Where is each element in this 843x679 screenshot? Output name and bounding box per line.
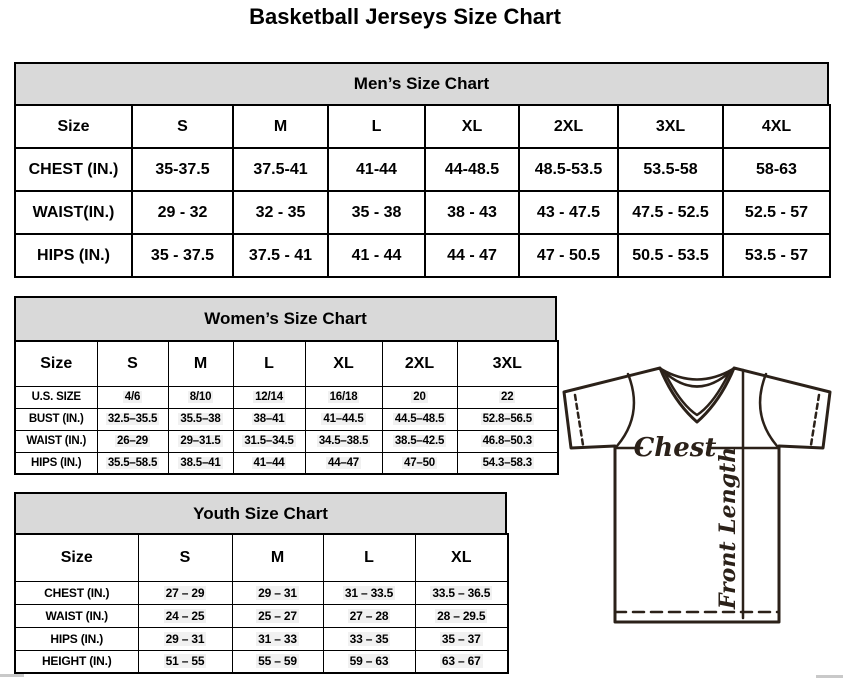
table-cell [305,408,382,430]
table-cell [97,452,168,474]
cell-value: 31.5–34.5 [244,435,294,447]
table-cell [382,430,457,452]
cell-value: 59 – 63 [349,654,389,669]
cell-value: 31 – 33.5 [344,585,394,600]
table-row [15,234,830,277]
table-row [15,650,508,673]
table-cell [232,581,323,604]
cell-value: 29 - 32 [157,203,208,221]
table-cell [232,650,323,673]
column-header: Size [15,105,132,148]
cell-value: 37.5-41 [253,160,308,178]
row-label: HIPS (IN.) [15,627,138,650]
cell-value: 35 – 37 [441,631,481,646]
cell-value: 41–44 [253,456,285,469]
table-cell [305,452,382,474]
cell-value: 58-63 [756,160,797,178]
cell-value: 53.5-58 [643,160,698,178]
table-cell [168,452,233,474]
table-cell [457,452,558,474]
cell-value: 43 - 47.5 [536,203,601,221]
table-cell [328,191,425,234]
column-header: M [232,534,323,581]
row-label: WAIST(IN.) [15,191,132,234]
cell-value: 38.5–42.5 [394,435,445,447]
table-cell [382,452,457,474]
column-header: 4XL [723,105,830,148]
table-cell [415,581,508,604]
cell-value: 25 – 27 [258,608,297,623]
table-cell [232,627,323,650]
cell-value: 35-37.5 [155,160,210,178]
page-edge-fragment-left [0,674,24,677]
column-header: XL [305,341,382,386]
table-row [15,581,508,604]
table-cell [168,430,233,452]
cell-value: 29 – 31 [258,585,297,600]
column-header: S [132,105,233,148]
table-cell [519,148,618,191]
table-cell [323,627,415,650]
cell-value: 44.5–48.5 [394,413,445,425]
table-cell [97,386,168,408]
cell-value: 48.5-53.5 [534,160,603,178]
row-label: CHEST (IN.) [15,148,132,191]
table-cell [328,148,425,191]
table-cell [233,452,305,474]
womens-chart-title: Women’s Size Chart [14,296,557,340]
cell-value: 26–29 [117,435,148,447]
table-cell [723,234,830,277]
table-cell [132,234,233,277]
cell-value: 8/10 [189,391,212,403]
cell-value: 50.5 - 53.5 [632,246,709,264]
cell-value: 54.3–58.3 [482,456,532,469]
table-cell [132,191,233,234]
cell-value: 52.5 - 57 [744,203,809,221]
table-cell [457,408,558,430]
table-cell [425,191,519,234]
table-row [15,191,830,234]
cell-value: 47–50 [404,456,435,469]
table-cell [233,386,305,408]
cell-value: 44 - 47 [447,246,497,264]
cell-value: 29 – 31 [165,631,205,646]
jersey-measurement-diagram [556,360,842,672]
table-cell [519,234,618,277]
column-header: Size [15,341,97,386]
table-cell [415,650,508,673]
column-header: L [233,341,305,386]
table-cell [138,581,232,604]
cell-value: 47 - 50.5 [536,246,601,264]
cell-value: 32 - 35 [255,203,306,221]
table-row [15,386,558,408]
size-header-row [15,341,558,386]
table-cell [97,408,168,430]
table-cell [323,604,415,627]
table-cell [425,234,519,277]
youth-size-table [14,533,509,674]
page-title: Basketball Jerseys Size Chart [249,4,561,29]
column-header: XL [415,534,508,581]
row-label: HIPS (IN.) [15,452,97,474]
table-cell [323,581,415,604]
table-cell [138,650,232,673]
row-label: HIPS (IN.) [15,234,132,277]
table-cell [457,386,558,408]
jersey-outline [564,368,830,622]
cell-value: 16/18 [329,391,358,403]
cell-value: 34.5–38.5 [318,435,369,447]
table-cell [415,604,508,627]
column-header: 3XL [618,105,723,148]
cell-value: 35 - 38 [351,203,402,221]
cell-value: 20 [413,391,426,403]
table-row [15,430,558,452]
youth-chart-title: Youth Size Chart [14,492,507,533]
cell-value: 24 – 25 [165,608,205,623]
cell-value: 33 – 35 [349,631,389,646]
cell-value: 33.5 – 36.5 [432,585,491,600]
table-cell [132,148,233,191]
mens-chart-title: Men’s Size Chart [14,62,829,104]
cell-value: 51 – 55 [165,654,205,669]
table-cell [425,148,519,191]
column-header: Size [15,534,138,581]
cell-value: 27 – 29 [165,585,205,600]
table-row [15,452,558,474]
cell-value: 44-48.5 [444,160,500,178]
size-header-row [15,534,508,581]
table-cell [323,650,415,673]
table-cell [519,191,618,234]
cell-value: 46.8–50.3 [482,435,532,447]
cell-value: 44–47 [328,456,359,469]
cell-value: 22 [501,391,514,403]
column-header: L [328,105,425,148]
table-cell [328,234,425,277]
chest-label: Chest [633,433,717,463]
row-label: BUST (IN.) [15,408,97,430]
table-cell [168,408,233,430]
table-cell [233,148,328,191]
cell-value: 41 - 44 [351,246,402,264]
front-length-label: Front Length [715,446,741,610]
table-row [15,604,508,627]
column-header: 2XL [382,341,457,386]
cell-value: 41–44.5 [323,413,364,425]
page-edge-fragment-right [816,675,843,678]
womens-size-chart [14,296,557,475]
column-header: L [323,534,415,581]
cell-value: 35.5–38 [180,413,221,425]
table-cell [382,386,457,408]
column-header: M [233,105,328,148]
cell-value: 47.5 - 52.5 [632,203,709,221]
table-cell [618,234,723,277]
column-header: XL [425,105,519,148]
mens-size-chart [14,62,829,278]
size-header-row [15,105,830,148]
cell-value: 38–41 [253,413,285,425]
row-label: CHEST (IN.) [15,581,138,604]
table-cell [232,604,323,627]
table-cell [618,191,723,234]
table-cell [168,386,233,408]
cell-value: 55 – 59 [258,654,297,669]
cell-value: 37.5 - 41 [248,246,313,264]
table-cell [138,627,232,650]
cell-value: 35 - 37.5 [150,246,215,264]
table-row [15,148,830,191]
table-cell [233,430,305,452]
womens-size-table [14,340,559,475]
cell-value: 32.5–35.5 [107,413,158,425]
table-cell [723,191,830,234]
table-cell [415,627,508,650]
column-header: S [138,534,232,581]
table-cell [457,430,558,452]
table-cell [618,148,723,191]
table-cell [233,408,305,430]
table-cell [723,148,830,191]
row-label: WAIST (IN.) [15,604,138,627]
table-cell [233,191,328,234]
table-cell [305,430,382,452]
column-header: M [168,341,233,386]
cell-value: 52.8–56.5 [482,413,532,425]
row-label: WAIST (IN.) [15,430,97,452]
cell-value: 27 – 28 [349,608,389,623]
cell-value: 63 – 67 [441,654,481,669]
table-cell [382,408,457,430]
row-label: HEIGHT (IN.) [15,650,138,673]
row-label: U.S. SIZE [15,386,97,408]
cell-value: 31 – 33 [258,631,297,646]
cell-value: 4/6 [124,391,141,403]
cell-value: 29–31.5 [180,435,221,447]
mens-size-table [14,104,831,278]
cell-value: 35.5–58.5 [107,456,158,469]
cell-value: 53.5 - 57 [744,246,809,264]
cell-value: 38.5–41 [180,456,221,469]
table-cell [97,430,168,452]
table-row [15,627,508,650]
column-header: 3XL [457,341,558,386]
table-cell [233,234,328,277]
cell-value: 12/14 [255,391,283,403]
youth-size-chart [14,492,507,674]
column-header: S [97,341,168,386]
cell-value: 38 - 43 [447,203,497,221]
table-row [15,408,558,430]
table-cell [305,386,382,408]
table-cell [138,604,232,627]
cell-value: 28 – 29.5 [437,608,486,623]
cell-value: 41-44 [356,160,397,178]
column-header: 2XL [519,105,618,148]
